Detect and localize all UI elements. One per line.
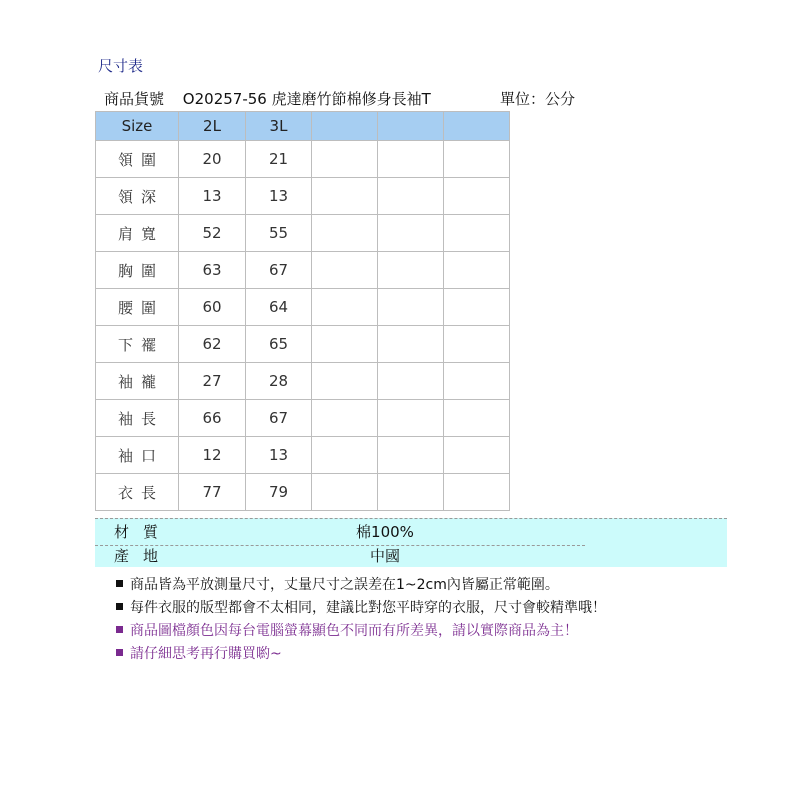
header-size: Size: [96, 112, 179, 141]
row-label: 下襬: [96, 326, 179, 363]
table-row: [96, 363, 510, 400]
cell-empty: [378, 363, 444, 400]
cell-empty: [312, 252, 378, 289]
cell-empty: [444, 141, 510, 178]
row-label: 袖襱: [96, 363, 179, 400]
cell-value: 20: [179, 141, 246, 178]
header-empty: [444, 112, 510, 141]
cell-value: 55: [246, 215, 312, 252]
cell-empty: [378, 400, 444, 437]
cell-empty: [378, 437, 444, 474]
size-table: [95, 111, 510, 511]
note-item: [116, 620, 606, 643]
row-label: 肩寬: [96, 215, 179, 252]
cell-value: 13: [246, 437, 312, 474]
cell-empty: [312, 141, 378, 178]
cell-empty: [444, 474, 510, 511]
size-header-row: [96, 112, 510, 141]
square-bullet-icon: [116, 603, 123, 610]
table-row: [96, 474, 510, 511]
origin-label: 產地: [114, 547, 173, 565]
notes-list: [116, 574, 606, 666]
cell-value: 52: [179, 215, 246, 252]
square-bullet-icon: [116, 649, 123, 656]
material-label: 材質: [114, 523, 173, 541]
cell-empty: [444, 326, 510, 363]
cell-value: 67: [246, 252, 312, 289]
cell-value: 65: [246, 326, 312, 363]
cell-empty: [312, 437, 378, 474]
cell-empty: [312, 326, 378, 363]
row-label: 袖口: [96, 437, 179, 474]
cell-value: 28: [246, 363, 312, 400]
material-value: 棉100%: [356, 523, 414, 541]
cell-value: 13: [246, 178, 312, 215]
cell-empty: [312, 215, 378, 252]
product-label: 商品貨號: [104, 90, 165, 108]
table-row: [96, 400, 510, 437]
note-item: [116, 643, 606, 666]
row-label: 領圍: [96, 141, 179, 178]
table-row: [96, 215, 510, 252]
cell-value: 63: [179, 252, 246, 289]
square-bullet-icon: [116, 626, 123, 633]
cell-value: 27: [179, 363, 246, 400]
cell-empty: [378, 474, 444, 511]
material-panel: [95, 518, 727, 567]
header-2l: 2L: [179, 112, 246, 141]
table-row: [96, 326, 510, 363]
note-text: 每件衣服的版型都會不太相同，建議比對您平時穿的衣服，尺寸會較精準哦！: [130, 600, 606, 616]
cell-empty: [378, 178, 444, 215]
cell-value: 21: [246, 141, 312, 178]
table-row: [96, 141, 510, 178]
page-title: 尺寸表: [98, 57, 144, 75]
unit-label: 單位：公分: [500, 90, 576, 108]
cell-empty: [312, 289, 378, 326]
table-row: [96, 289, 510, 326]
cell-empty: [444, 252, 510, 289]
cell-empty: [378, 289, 444, 326]
origin-value: 中國: [369, 547, 400, 565]
cell-value: 67: [246, 400, 312, 437]
cell-value: 79: [246, 474, 312, 511]
cell-empty: [378, 326, 444, 363]
note-text: 商品圖檔顏色因每台電腦螢幕顯色不同而有所差異，請以實際商品為主！: [130, 623, 578, 639]
cell-value: 60: [179, 289, 246, 326]
cell-empty: [312, 474, 378, 511]
row-label: 衣長: [96, 474, 179, 511]
cell-empty: [312, 363, 378, 400]
cell-empty: [312, 400, 378, 437]
cell-empty: [444, 215, 510, 252]
cell-value: 77: [179, 474, 246, 511]
cell-empty: [378, 215, 444, 252]
origin-row: [95, 545, 727, 569]
cell-empty: [312, 178, 378, 215]
note-item: [116, 597, 606, 620]
header-empty: [378, 112, 444, 141]
header-3l: 3L: [246, 112, 312, 141]
note-item: [116, 574, 606, 597]
cell-value: 64: [246, 289, 312, 326]
table-row: [96, 178, 510, 215]
material-row: [95, 521, 585, 546]
cell-value: 13: [179, 178, 246, 215]
cell-empty: [444, 178, 510, 215]
row-label: 腰圍: [96, 289, 179, 326]
cell-empty: [444, 437, 510, 474]
row-label: 胸圍: [96, 252, 179, 289]
note-text: 請仔細思考再行購買喲~: [130, 646, 282, 662]
header-empty: [312, 112, 378, 141]
square-bullet-icon: [116, 580, 123, 587]
row-label: 袖長: [96, 400, 179, 437]
cell-empty: [444, 363, 510, 400]
table-row: [96, 252, 510, 289]
row-label: 領深: [96, 178, 179, 215]
table-row: [96, 437, 510, 474]
cell-empty: [444, 400, 510, 437]
cell-empty: [378, 141, 444, 178]
note-text: 商品皆為平放測量尺寸，丈量尺寸之誤差在1~2cm內皆屬正常範圍。: [130, 577, 559, 593]
cell-value: 62: [179, 326, 246, 363]
cell-value: 12: [179, 437, 246, 474]
cell-empty: [444, 289, 510, 326]
cell-value: 66: [179, 400, 246, 437]
cell-empty: [378, 252, 444, 289]
product-code: O20257-56 虎達磨竹節棉修身長袖T: [182, 90, 431, 108]
product-info: [104, 88, 604, 109]
